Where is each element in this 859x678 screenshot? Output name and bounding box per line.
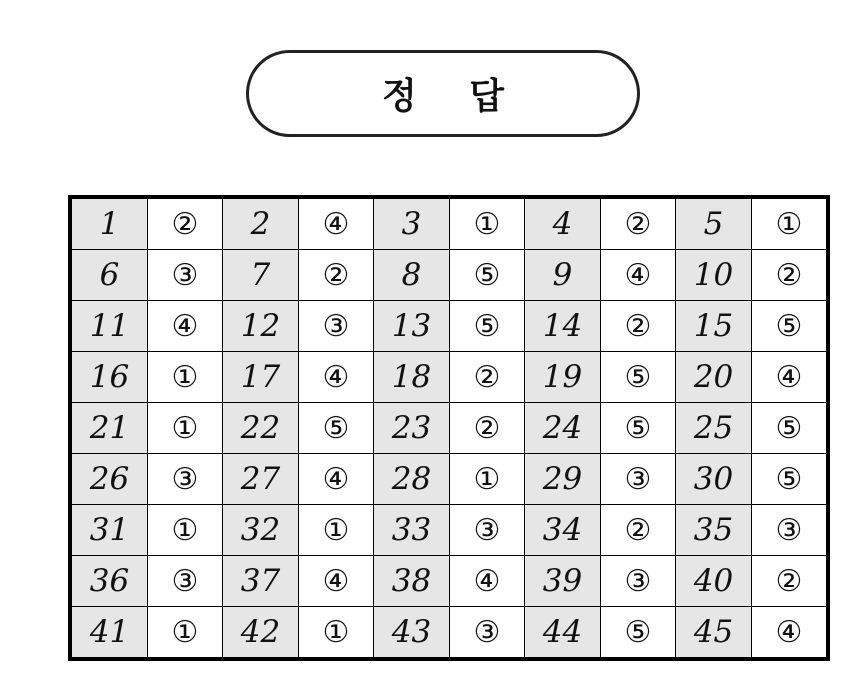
question-number-cell: 16: [70, 352, 148, 403]
answer-choice-cell: ③: [752, 505, 829, 556]
answer-choice-cell: ①: [450, 197, 525, 250]
question-number-cell: 14: [525, 301, 601, 352]
question-number-cell: 31: [70, 505, 148, 556]
answer-choice-cell: ⑤: [601, 403, 676, 454]
question-number-cell: 5: [676, 197, 752, 250]
question-number-cell: 20: [676, 352, 752, 403]
question-number-cell: 35: [676, 505, 752, 556]
answer-choice-cell: ③: [601, 454, 676, 505]
answer-row: [70, 505, 828, 556]
answer-choice-cell: ⑤: [299, 403, 374, 454]
question-number-cell: 28: [374, 454, 450, 505]
answer-choice-cell: ①: [450, 454, 525, 505]
question-number-cell: 27: [223, 454, 299, 505]
answer-choice-cell: ④: [752, 352, 829, 403]
question-number-cell: 12: [223, 301, 299, 352]
answer-row: [70, 250, 828, 301]
question-number-cell: 30: [676, 454, 752, 505]
question-number-cell: 10: [676, 250, 752, 301]
question-number-cell: 4: [525, 197, 601, 250]
answer-row: [70, 607, 828, 660]
question-number-cell: 21: [70, 403, 148, 454]
question-number-cell: 41: [70, 607, 148, 660]
question-number-cell: 1: [70, 197, 148, 250]
answer-row: [70, 197, 828, 250]
answer-choice-cell: ④: [450, 556, 525, 607]
answer-choice-cell: ④: [601, 250, 676, 301]
answer-choice-cell: ③: [450, 505, 525, 556]
answer-choice-cell: ⑤: [450, 250, 525, 301]
answer-choice-cell: ②: [148, 197, 223, 250]
answer-choice-cell: ②: [299, 250, 374, 301]
question-number-cell: 2: [223, 197, 299, 250]
answer-choice-cell: ①: [299, 607, 374, 660]
question-number-cell: 43: [374, 607, 450, 660]
answer-choice-cell: ①: [299, 505, 374, 556]
question-number-cell: 45: [676, 607, 752, 660]
question-number-cell: 29: [525, 454, 601, 505]
answer-choice-cell: ②: [601, 505, 676, 556]
answer-choice-cell: ③: [601, 556, 676, 607]
question-number-cell: 26: [70, 454, 148, 505]
answer-choice-cell: ①: [148, 505, 223, 556]
answer-choice-cell: ①: [148, 352, 223, 403]
answer-row: [70, 301, 828, 352]
answer-choice-cell: ⑤: [752, 403, 829, 454]
answer-choice-cell: ⑤: [450, 301, 525, 352]
question-number-cell: 37: [223, 556, 299, 607]
question-number-cell: 34: [525, 505, 601, 556]
answer-choice-cell: ②: [601, 301, 676, 352]
answer-choice-cell: ②: [450, 403, 525, 454]
answer-key-title-box: [246, 50, 640, 137]
answer-key-body: [70, 197, 828, 659]
answer-row: [70, 556, 828, 607]
question-number-cell: 6: [70, 250, 148, 301]
answer-choice-cell: ⑤: [752, 454, 829, 505]
question-number-cell: 19: [525, 352, 601, 403]
answer-choice-cell: ④: [299, 454, 374, 505]
question-number-cell: 42: [223, 607, 299, 660]
question-number-cell: 23: [374, 403, 450, 454]
question-number-cell: 15: [676, 301, 752, 352]
question-number-cell: 39: [525, 556, 601, 607]
question-number-cell: 3: [374, 197, 450, 250]
answer-choice-cell: ②: [752, 250, 829, 301]
answer-choice-cell: ④: [752, 607, 829, 660]
question-number-cell: 32: [223, 505, 299, 556]
answer-choice-cell: ⑤: [601, 607, 676, 660]
answer-row: [70, 352, 828, 403]
answer-choice-cell: ③: [148, 454, 223, 505]
answer-choice-cell: ①: [148, 607, 223, 660]
answer-choice-cell: ③: [148, 556, 223, 607]
answer-choice-cell: ①: [752, 197, 829, 250]
answer-choice-cell: ④: [299, 197, 374, 250]
question-number-cell: 38: [374, 556, 450, 607]
question-number-cell: 13: [374, 301, 450, 352]
answer-choice-cell: ③: [148, 250, 223, 301]
answer-row: [70, 454, 828, 505]
page-title: 정 답: [381, 76, 525, 117]
answer-choice-cell: ④: [299, 556, 374, 607]
answer-choice-cell: ④: [148, 301, 223, 352]
question-number-cell: 22: [223, 403, 299, 454]
question-number-cell: 44: [525, 607, 601, 660]
question-number-cell: 24: [525, 403, 601, 454]
question-number-cell: 36: [70, 556, 148, 607]
answer-key-table: [68, 195, 830, 661]
answer-choice-cell: ③: [299, 301, 374, 352]
question-number-cell: 8: [374, 250, 450, 301]
question-number-cell: 17: [223, 352, 299, 403]
question-number-cell: 18: [374, 352, 450, 403]
question-number-cell: 40: [676, 556, 752, 607]
answer-choice-cell: ⑤: [601, 352, 676, 403]
question-number-cell: 7: [223, 250, 299, 301]
answer-choice-cell: ②: [752, 556, 829, 607]
question-number-cell: 9: [525, 250, 601, 301]
answer-choice-cell: ④: [299, 352, 374, 403]
answer-choice-cell: ③: [450, 607, 525, 660]
question-number-cell: 25: [676, 403, 752, 454]
answer-choice-cell: ②: [450, 352, 525, 403]
question-number-cell: 33: [374, 505, 450, 556]
answer-row: [70, 403, 828, 454]
answer-choice-cell: ①: [148, 403, 223, 454]
answer-choice-cell: ②: [601, 197, 676, 250]
answer-choice-cell: ⑤: [752, 301, 829, 352]
question-number-cell: 11: [70, 301, 148, 352]
